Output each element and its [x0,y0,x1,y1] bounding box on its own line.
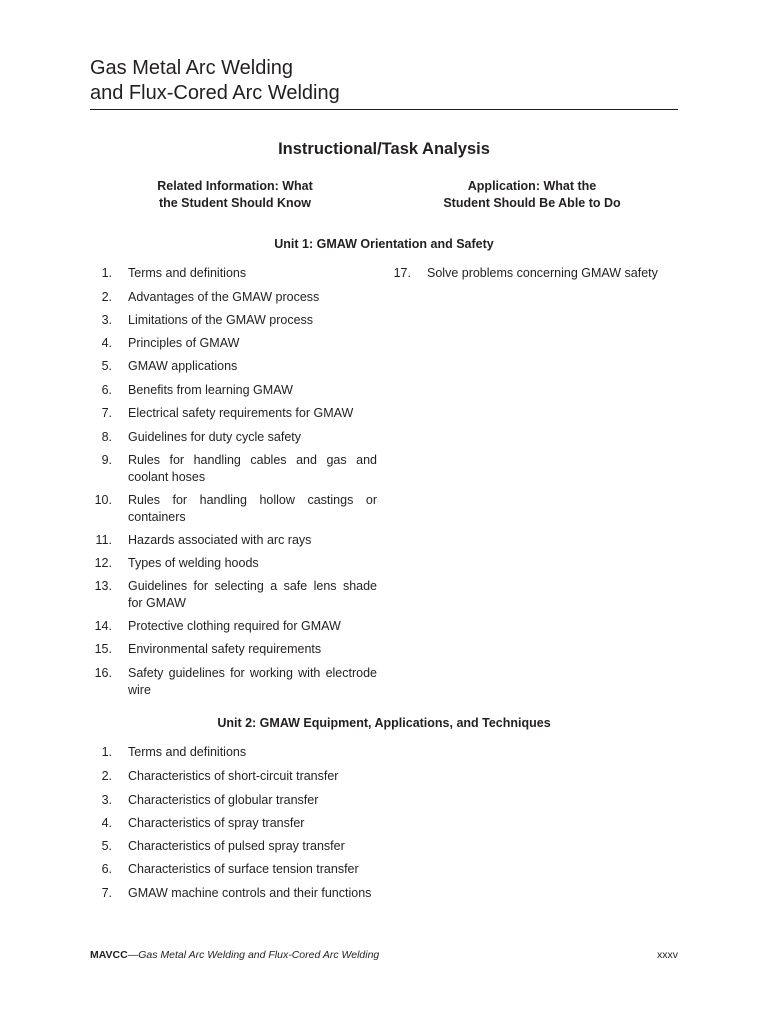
item-text: Terms and definitions [128,745,247,759]
item-text: Characteristics of surface tension transfer [128,862,359,876]
item-number: 8. [101,430,112,444]
item-text: Rules for handling cables and gas and coolant hoses [128,453,377,484]
section-title: Instructional/Task Analysis [278,140,490,158]
item-text: GMAW applications [128,359,238,373]
list-item [90,335,377,352]
item-number: 5. [101,359,112,373]
item-number: 6. [101,862,112,876]
list-item [90,815,377,832]
list-item [90,289,377,306]
item-number: 7. [101,406,112,420]
item-number: 16. [94,666,112,680]
item-text: Hazards associated with arc rays [128,533,312,547]
application-heading-line-2: Student Should Be Able to Do [443,195,621,210]
item-number: 3. [101,793,112,807]
item-text: Characteristics of pulsed spray transfer [128,839,345,853]
item-text: Characteristics of spray transfer [128,816,305,830]
list-item [90,532,377,549]
unit-1-application-list [389,265,678,282]
header-rule [90,109,678,110]
list-item [389,265,678,282]
book-title [90,56,340,106]
item-number: 17. [393,266,411,280]
item-number: 6. [101,383,112,397]
list-item [90,452,377,485]
item-text: Electrical safety requirements for GMAW [128,406,354,420]
footer-dash: — [127,949,139,961]
application-heading [412,178,652,211]
unit-1-title: Unit 1: GMAW Orientation and Safety [274,237,494,251]
list-item [90,641,377,658]
item-number: 3. [101,313,112,327]
item-text: Characteristics of short-circuit transfer [128,769,339,783]
item-number: 10. [94,493,112,507]
list-item [90,838,377,855]
item-text: Characteristics of globular transfer [128,793,319,807]
item-number: 2. [101,290,112,304]
item-text: Solve problems concerning GMAW safety [427,266,658,280]
item-number: 15. [94,642,112,656]
list-item [90,861,377,878]
list-item [90,429,377,446]
item-number: 4. [101,336,112,350]
list-item [90,744,377,761]
item-text: Safety guidelines for working with electrode wire [128,666,377,697]
list-item [90,578,377,611]
related-heading-line-1: Related Information: What [157,179,313,193]
item-text: Rules for handling hollow castings or containers [128,493,377,524]
item-text: Terms and definitions [128,266,247,280]
item-number: 1. [101,266,112,280]
item-text: Limitations of the GMAW process [128,313,314,327]
list-item [90,618,377,635]
item-text: Benefits from learning GMAW [128,383,293,397]
list-item [90,768,377,785]
item-text: Guidelines for duty cycle safety [128,430,301,444]
book-title-line-1: Gas Metal Arc Welding [90,57,294,79]
item-number: 14. [94,619,112,633]
item-number: 2. [101,769,112,783]
item-text: Principles of GMAW [128,336,240,350]
list-item [90,312,377,329]
list-item [90,555,377,572]
related-heading-line-2: the Student Should Know [158,195,312,210]
item-number: 4. [101,816,112,830]
footer-book-title: Gas Metal Arc Welding and Flux-Cored Arc Welding [138,949,380,961]
list-item [90,665,377,698]
related-information-heading [130,178,340,211]
item-number: 7. [101,886,112,900]
item-text: GMAW machine controls and their functions [128,886,372,900]
item-text: Protective clothing required for GMAW [128,619,341,633]
page-number: xxxv [657,949,678,961]
list-item [90,382,377,399]
item-number: 13. [94,579,112,593]
item-number: 11. [95,533,112,547]
list-item [90,405,377,422]
item-number: 12. [94,556,112,570]
application-heading-line-1: Application: What the [467,179,597,193]
footer-publisher: MAVCC [90,949,128,961]
list-item [90,492,377,525]
unit-2-title: Unit 2: GMAW Equipment, Applications, and Techniques [217,716,551,730]
list-item [90,885,377,902]
list-item [90,265,377,282]
list-item [90,792,377,809]
list-item [90,358,377,375]
page-footer [90,949,678,961]
item-text: Environmental safety requirements [128,642,322,656]
item-text: Types of welding hoods [128,556,259,570]
item-number: 5. [101,839,112,853]
book-title-line-2: and Flux-Cored Arc Welding [90,82,340,104]
item-number: 1. [101,745,112,759]
item-text: Guidelines for selecting a safe lens shade for GMAW [128,579,377,610]
item-text: Advantages of the GMAW process [128,290,320,304]
item-number: 9. [101,453,112,467]
